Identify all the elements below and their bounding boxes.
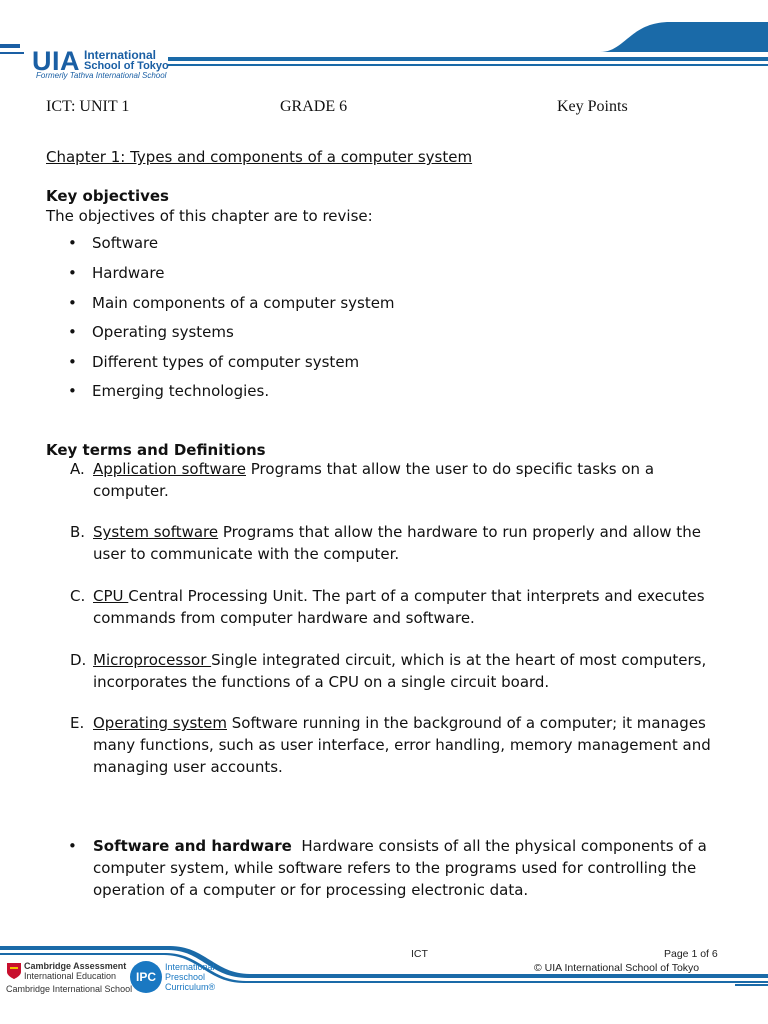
term-letter: C. xyxy=(70,587,86,605)
software-hardware-text: Hardware consists of all the physical components of a computer system, while software refers to the programs used for controlling the operation of a computer or for processing electronic data. xyxy=(93,837,712,899)
bullet: • xyxy=(68,382,77,400)
term-c xyxy=(70,585,722,629)
logo-uia: UIA xyxy=(32,46,80,76)
list-item: Different types of computer system xyxy=(92,353,360,371)
term-definition: Programs that allow the hardware to run properly and allow the user to communicate with the computer. xyxy=(93,523,701,563)
ipc-line1: International xyxy=(165,962,215,972)
term-letter: B. xyxy=(70,523,86,541)
term-e xyxy=(70,712,722,778)
software-hardware-title: Software and hardware xyxy=(93,837,292,855)
cambridge-line2: International Education xyxy=(24,971,117,981)
term-definition: Programs that allow the user to do specific tasks on a computer. xyxy=(93,460,655,500)
list-item: Hardware xyxy=(92,264,165,282)
list-item: Emerging technologies. xyxy=(92,382,270,400)
footer-banner xyxy=(0,940,768,1024)
unit-label: ICT: UNIT 1 xyxy=(46,98,130,115)
software-hardware-paragraph xyxy=(93,835,723,901)
term-name: Application software xyxy=(93,460,246,478)
footer-page-number: Page 1 of 6 xyxy=(664,948,718,960)
term-definition: Software running in the background of a computer; it manages many functions, such as user interface, error handling, memory management and managing user accounts. xyxy=(93,714,711,776)
logo-text-international: International xyxy=(84,48,157,62)
term-b xyxy=(70,521,722,565)
bullet: • xyxy=(68,323,77,341)
term-letter: D. xyxy=(70,651,87,669)
term-name: Operating system xyxy=(93,714,227,732)
logo-text-school: School of Tokyo xyxy=(84,60,169,72)
cambridge-shield-icon xyxy=(6,962,22,980)
objectives-heading: Key objectives xyxy=(46,187,169,205)
logo-tagline: Formerly Tathva International School xyxy=(36,71,167,80)
list-item: Software xyxy=(92,234,159,252)
objectives-intro: The objectives of this chapter are to revise: xyxy=(46,207,373,225)
bullet: • xyxy=(68,294,77,312)
doc-type-label: Key Points xyxy=(557,98,628,115)
bullet: • xyxy=(68,264,77,282)
list-item: Main components of a computer system xyxy=(92,294,395,312)
term-letter: E. xyxy=(70,714,85,732)
bullet: • xyxy=(68,353,77,371)
term-name: System software xyxy=(93,523,219,541)
list-item: Operating systems xyxy=(92,323,234,341)
term-letter: A. xyxy=(70,460,85,478)
ipc-logo-icon: IPC xyxy=(130,961,162,993)
grade-label: GRADE 6 xyxy=(280,98,348,115)
footer-subject: ICT xyxy=(411,948,428,960)
term-a xyxy=(70,458,722,502)
ipc-line2: Preschool xyxy=(165,972,206,982)
term-definition: Single integrated circuit, which is at the heart of most computers, incorporates the functions of a CPU on a single circuit board. xyxy=(93,651,707,691)
bullet: • xyxy=(68,837,77,855)
term-name: CPU xyxy=(93,587,129,605)
term-name: Microprocessor xyxy=(93,651,212,669)
chapter-title: Chapter 1: Types and components of a computer system xyxy=(46,148,473,166)
ipc-line3: Curriculum® xyxy=(165,982,216,992)
cambridge-school: Cambridge International School xyxy=(6,984,133,994)
term-d xyxy=(70,649,722,693)
term-definition: Central Processing Unit. The part of a computer that interprets and executes commands from computer hardware and software. xyxy=(93,587,705,627)
terms-heading: Key terms and Definitions xyxy=(46,441,266,459)
cambridge-line1: Cambridge Assessment xyxy=(24,961,127,971)
bullet: • xyxy=(68,234,77,252)
footer-copyright: © UIA International School of Tokyo xyxy=(534,962,700,974)
